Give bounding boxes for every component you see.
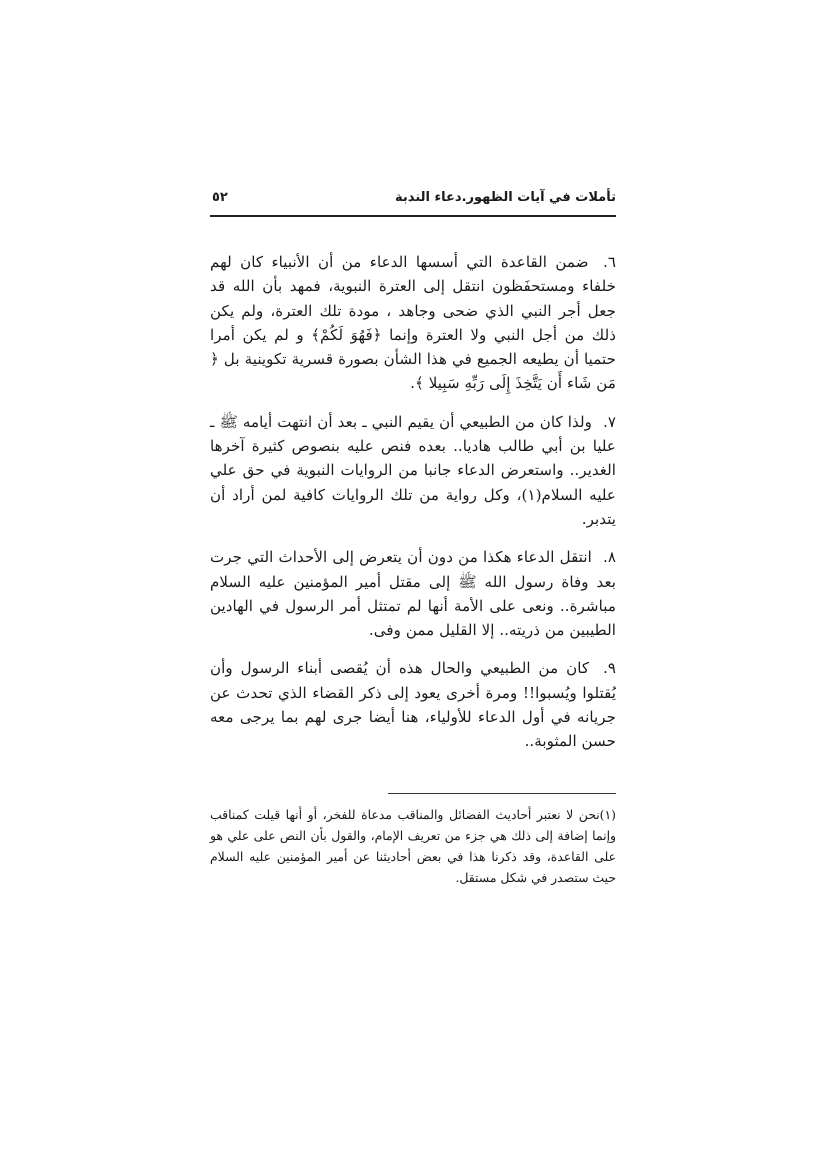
footnote — [210, 804, 616, 888]
paragraph-6 — [210, 250, 616, 396]
paragraph-number: ٨. — [603, 548, 616, 567]
paragraph-text: ضمن القاعدة التي أسسها الدعاء من أن الأنبياء كان لهم خلفاء ومستحفَظون انتقل إلى العترة النبوية، فمهد بأن الله قد جعل أجر النبي الذي ضحى وجاهد ، مودة تلك العترة، ولم يكن ذلك من أجل النبي ولا العترة وإنما ﴿فَهُوَ لَكُمْ﴾ و لم يكن أمرا حتميا أن يطيعه الجميع في هذا الشأن بصورة قسرية تكوينية بل ﴿ مَن شَاء أَن يَتَّخِذَ إِلَى رَبِّهِ سَبِيلا ﴾. — [210, 253, 616, 393]
paragraph-text: كان من الطبيعي والحال هذه أن يُقصى أبناء الرسول وأن يُقتلوا ويُسبوا!! ومرة أخرى يعود إلى ذكر القضاء الذي تحدث عن جريانه في أول الدعاء للأولياء، هنا أيضا جرى لهم بما يرجى معه حسن المثوبة.. — [210, 659, 616, 751]
page-number: ٥٢ — [212, 190, 228, 205]
header-rule — [210, 215, 616, 217]
paragraph-text: ولذا كان من الطبيعي أن يقيم النبي ـ بعد أن انتهت أيامه ﷺ ـ عليا بن أبي طالب هاديا.. بعده فنص عليه بنصوص كثيرة آخرها الغدير.. واستعرض الدعاء جانبا من الروايات النبوية في حق علي عليه السلام(١)، وكل رواية من تلك الروايات كافية لمن أراد أن يتدبر. — [210, 412, 616, 528]
paragraph-number: ٩. — [603, 659, 617, 678]
paragraph-9 — [210, 656, 616, 753]
paragraph-8 — [210, 545, 616, 642]
paragraph-text: انتقل الدعاء هكذا من دون أن يتعرض إلى الأحداث التي جرت بعد وفاة رسول الله ﷺ إلى مقتل أمير المؤمنين عليه السلام مباشرة.. ونعى على الأمة أنها لم تمتثل أمر الرسول في الهادين الطيبين من ذريته.. إلا القليل ممن وفى. — [210, 548, 616, 640]
footnote-rule — [388, 793, 616, 794]
running-title: تأملات في آيات الظهور.دعاء الندبة — [395, 190, 616, 205]
footnote-text: (١)نحن لا نعتبر أحاديث الفضائل والمناقب مدعاة للفخر، أو أنها قيلت كمناقب وإنما إضافة إلى ذلك هي جزء من تعريف الإمام، والقول بأن النص على علي هو على القاعدة، وقد ذكرنا هذا في بعض أحاديثنا عن أمير المؤمنين عليه السلام حيث ستصدر في شكل مستقل. — [210, 807, 616, 885]
paragraph-7 — [210, 410, 616, 531]
paragraph-number: ٧. — [603, 412, 616, 431]
running-header — [210, 186, 616, 212]
body-text — [210, 250, 616, 768]
book-page — [210, 186, 616, 966]
paragraph-number: ٦. — [603, 253, 616, 271]
